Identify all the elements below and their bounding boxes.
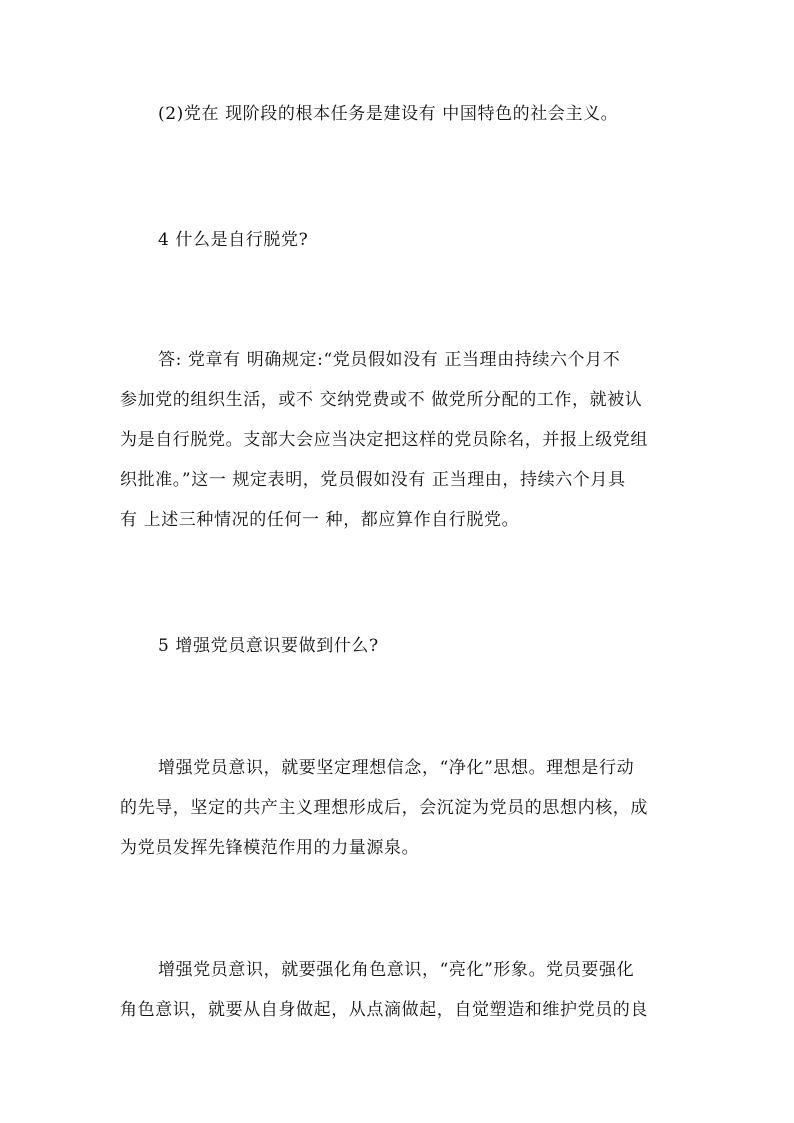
answer-5-para1-line: 增强党员意识，就要坚定理想信念，“净化”思想。理想是行动 (158, 758, 635, 778)
answer-4-line: 参加党的组织生活，或不 交纳党费或不 做党所分配的工作，就被认 (120, 390, 643, 410)
item-2-text: (2)党在 现阶段的根本任务是建设有 中国特色的社会主义。 (158, 104, 619, 124)
answer-4-line: 织批准。”这一 规定表明，党员假如没有 正当理由，持续六个月具 (120, 470, 626, 490)
answer-4-line: 有 上述三种情况的任何一 种，都应算作自行脱党。 (120, 510, 520, 530)
question-4-heading: 4 什么是自行脱党? (158, 230, 309, 250)
answer-5-para2-line: 角色意识，就要从自身做起，从点滴做起，自觉塑造和维护党员的良 (120, 1000, 648, 1020)
answer-4-line: 为是自行脱党。支部大会应当决定把这样的党员除名，并报上级党组 (120, 430, 648, 450)
answer-5-para2-line: 增强党员意识，就要强化角色意识，“亮化”形象。党员要强化 (158, 960, 635, 980)
answer-5-para1-line: 为党员发挥先锋模范作用的力量源泉。 (120, 838, 420, 858)
answer-5-para1-line: 的先导，坚定的共产主义理想形成后，会沉淀为党员的思想内核，成 (120, 798, 648, 818)
answer-4-line: 答: 党章有 明确规定:“党员假如没有 正当理由持续六个月不 (158, 350, 621, 370)
question-5-heading: 5 增强党员意识要做到什么? (158, 636, 379, 656)
